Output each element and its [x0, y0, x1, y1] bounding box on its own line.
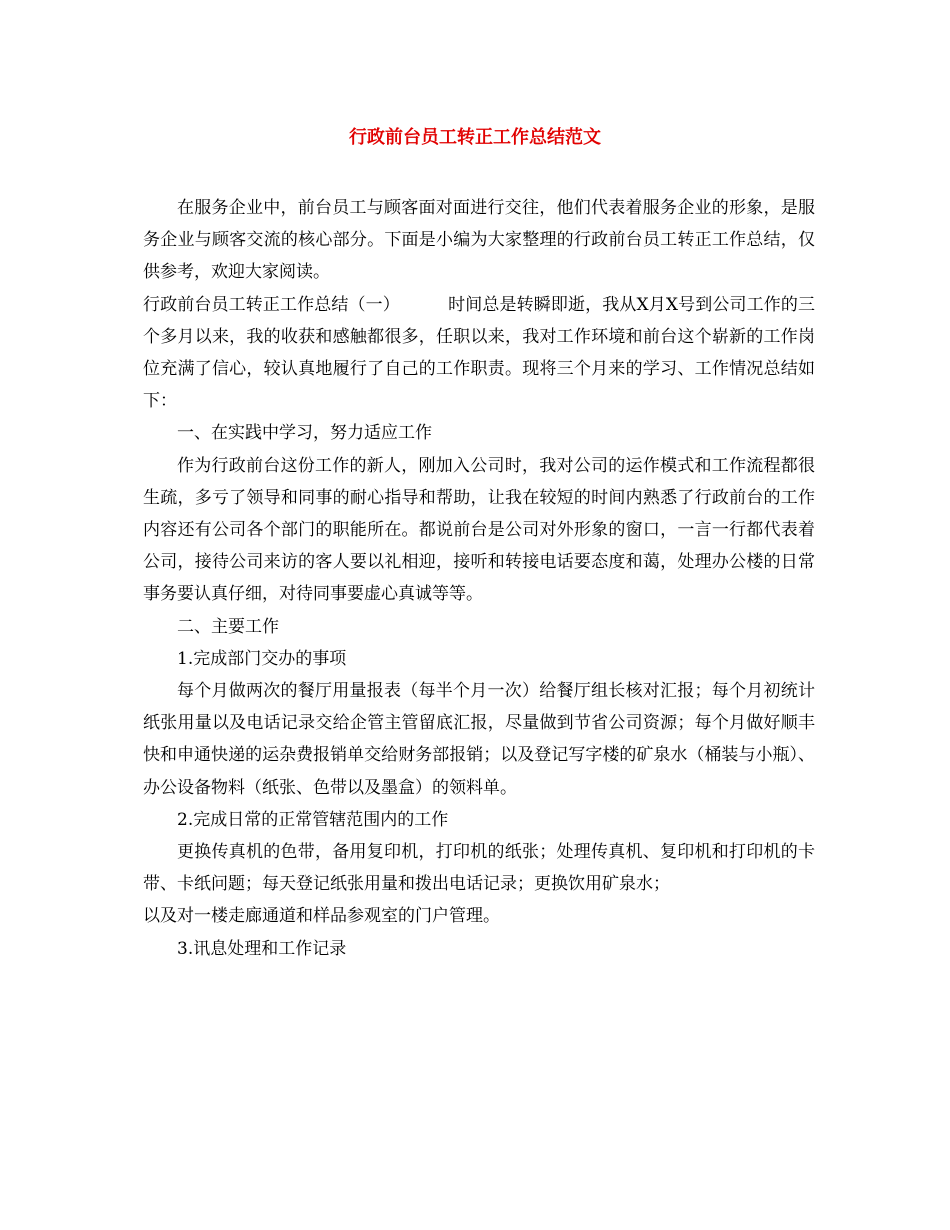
item-two-paragraph-continued: 以及对一楼走廊通道和样品参观室的门户管理。 [143, 906, 500, 927]
item-three-heading: 3.讯息处理和工作记录 [177, 938, 347, 959]
item-one-heading: 1.完成部门交办的事项 [177, 648, 347, 669]
document-title: 行政前台员工转正工作总结范文 [349, 127, 601, 148]
item-two-heading: 2.完成日常的正常管辖范围内的工作 [177, 809, 449, 830]
part-title: 行政前台员工转正工作总结（一） [143, 294, 400, 315]
intro-paragraph: 在服务企业中，前台员工与顾客面对面进行交往，他们代表着服务企业的形象，是服务企业与顾客交流的核心部分。下面是小编为大家整理的行政前台员工转正工作总结，仅供参考，欢迎大家阅读。 [143, 198, 815, 283]
document-body [143, 192, 815, 965]
part-opening: 时间总是转瞬即逝，我从X月X号到公司工作的三个多月以来，我的收获和感触都很多，任职以来，我对工作环境和前台这个崭新的工作岗位充满了信心，较认真地履行了自己的工作职责。现将三个月来的学习、工作情况总结如下： [143, 294, 815, 412]
item-one-paragraph: 每个月做两次的餐厅用量报表（每半个月一次）给餐厅组长核对汇报；每个月初统计纸张用量以及电话记录交给企管主管留底汇报，尽量做到节省公司资源；每个月做好顺丰快和申通快递的运杂费报销单交给财务部报销；以及登记写字楼的矿泉水（桶装与小瓶）、办公设备物料（纸张、色带以及墨盒）的领料单。 [143, 681, 815, 798]
section-two-heading: 二、主要工作 [177, 616, 279, 637]
section-one-paragraph: 作为行政前台这份工作的新人，刚加入公司时，我对公司的运作模式和工作流程都很生疏，多亏了领导和同事的耐心指导和帮助，让我在较短的时间内熟悉了行政前台的工作内容还有公司各个部门的职能所在。都说前台是公司对外形象的窗口，一言一行都代表着公司，接待公司来访的客人要以礼相迎，接听和转接电话要态度和蔼，处理办公楼的日常事务要认真仔细，对待同事要虚心真诚等等。 [143, 455, 815, 605]
section-one-heading: 一、在实践中学习，努力适应工作 [177, 423, 432, 444]
item-two-paragraph: 更换传真机的色带，备用复印机，打印机的纸张；处理传真机、复印机和打印机的卡带、卡纸问题；每天登记纸张用量和拨出电话记录；更换饮用矿泉水； [143, 842, 815, 895]
part-one-paragraph [143, 289, 815, 418]
